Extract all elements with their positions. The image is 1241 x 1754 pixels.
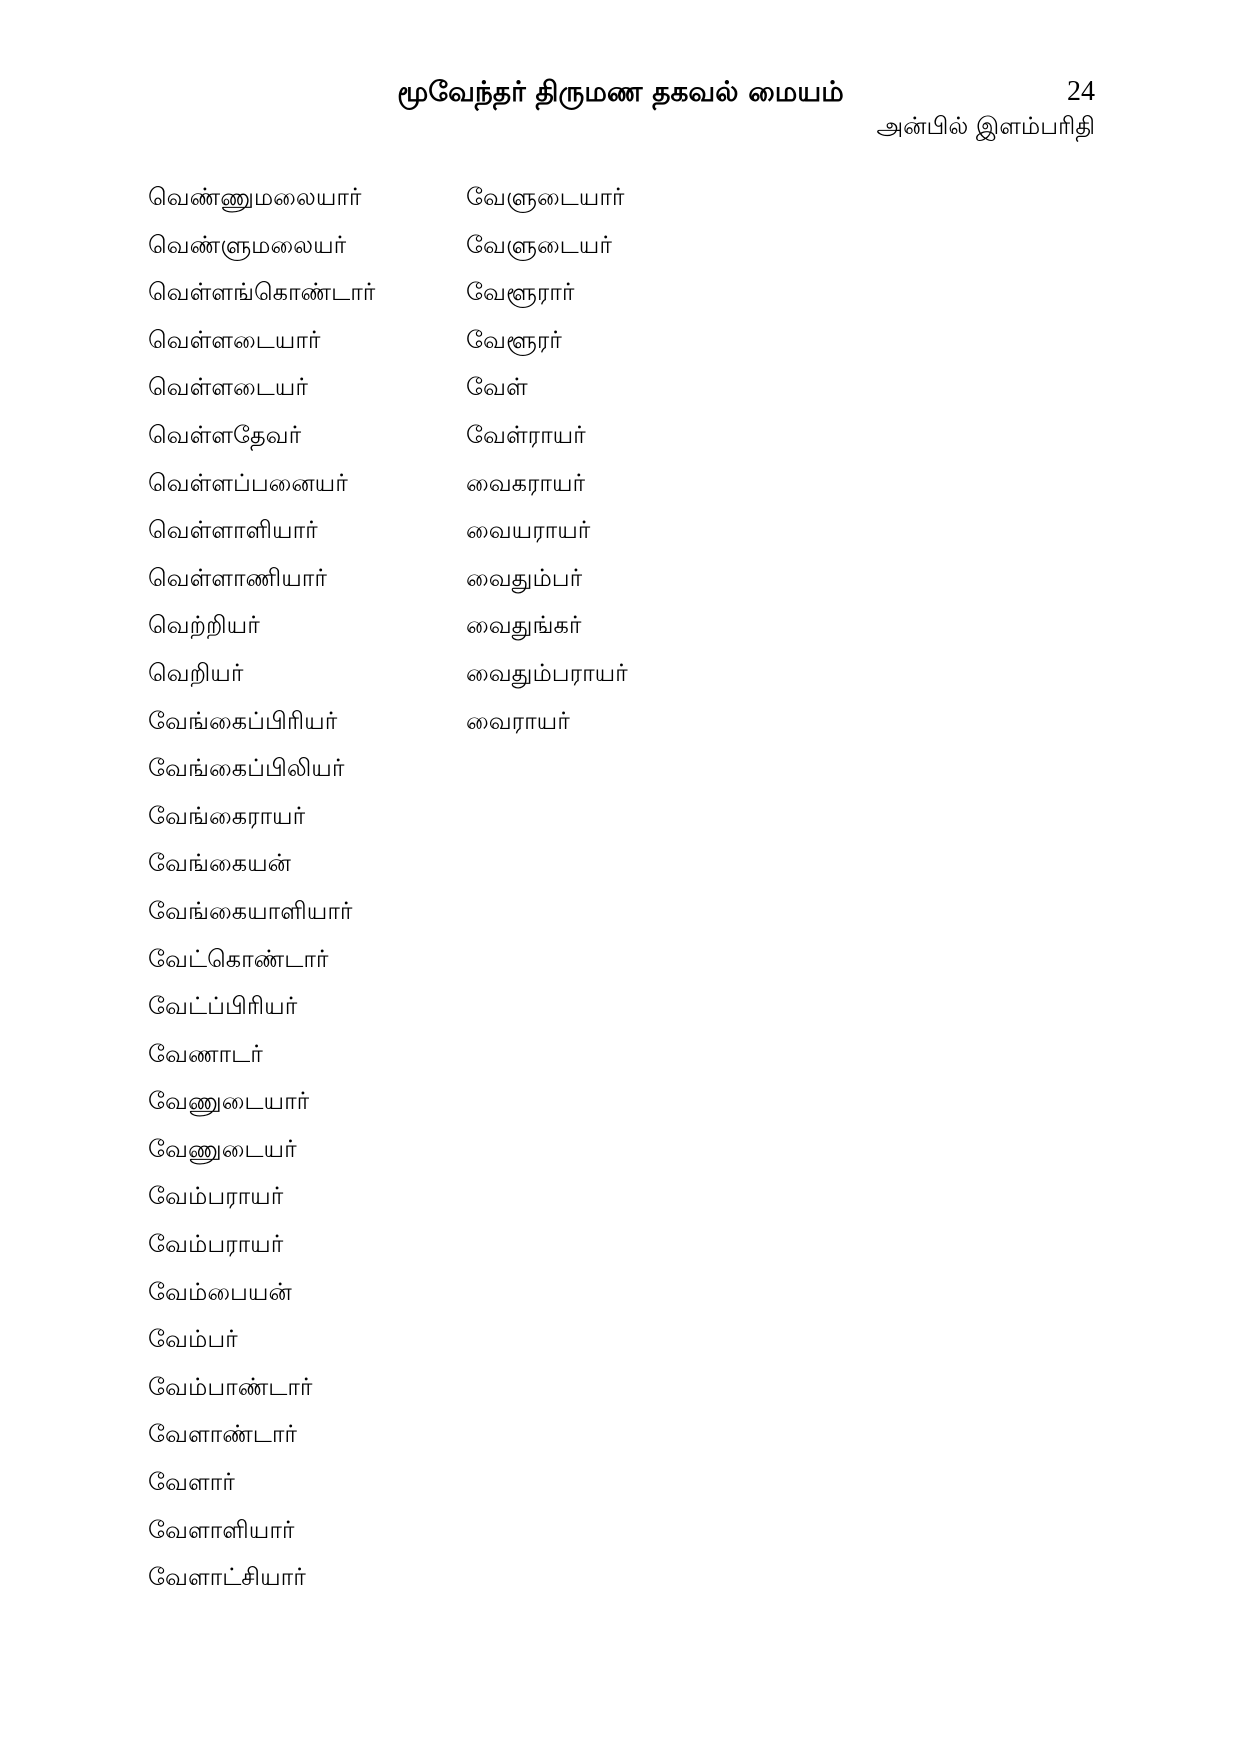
name-list-column-1 (148, 174, 375, 1602)
list-item: வேளூரர் (466, 325, 562, 354)
list-item: வெற்றியர் (148, 611, 260, 640)
list-item: வேணாடர் (148, 1039, 263, 1068)
list-item: வேணுடையார் (148, 1087, 310, 1116)
list-item: வேளூரார் (466, 278, 575, 307)
list-item: வெள்ளாளியார் (148, 516, 318, 545)
list-item: வேம்பையன் (148, 1277, 292, 1306)
list-item: வெள்ளடையார் (148, 325, 321, 354)
list-item: வெள்ளதேவர் (148, 420, 302, 449)
list-item: வெறியர் (148, 658, 244, 687)
name-list-column-2 (466, 174, 628, 745)
list-item: வெள்ளங்கொண்டார் (148, 278, 376, 307)
list-item: வேட்கொண்டார் (148, 944, 329, 973)
list-item: வையராயர் (466, 516, 591, 545)
list-item: வைதும்பராயர் (466, 658, 628, 687)
list-item: வேங்கைப்பிலியர் (148, 754, 345, 783)
author-name: அன்பில் இளம்பரிதி (876, 112, 1095, 140)
list-item: வெண்ளுமலையர் (148, 230, 347, 259)
list-item: வேங்கையன் (148, 849, 291, 878)
list-item: வைதுங்கர் (466, 611, 582, 640)
list-item: வேளார் (148, 1468, 235, 1497)
list-item: வேள் (466, 373, 528, 402)
list-item: வேளாட்சியார் (148, 1563, 306, 1592)
list-item: வேங்கையாளியார் (148, 896, 353, 925)
list-item: வெள்ளடையர் (148, 373, 308, 402)
list-item: வேம்பராயர் (148, 1182, 284, 1211)
list-item: வேளாண்டார் (148, 1420, 297, 1449)
list-item: வேம்பராயர் (148, 1230, 284, 1259)
list-item: வைகராயர் (466, 468, 586, 497)
page-title: மூவேந்தர் திருமண தகவல் மையம் (397, 75, 844, 108)
list-item: வேட்ப்பிரியர் (148, 992, 298, 1021)
list-item: வேங்கைராயர் (148, 801, 306, 830)
list-item: வைதும்பர் (466, 563, 583, 592)
list-item: வைராயர் (466, 706, 570, 735)
list-item: வேங்கைப்பிரியர் (148, 706, 338, 735)
list-item: வெண்ணுமலையார் (148, 183, 362, 211)
page-number: 24 (1067, 76, 1095, 107)
list-item: வேள்ராயர் (466, 420, 586, 449)
list-item: வெள்ளப்பனையர் (148, 468, 348, 497)
list-item: வேம்பர் (148, 1325, 238, 1354)
list-item: வெள்ளாணியார் (148, 563, 327, 592)
list-item: வேணுடையர் (148, 1134, 297, 1163)
list-item: வேளாளியார் (148, 1515, 295, 1544)
list-item: வேம்பாண்டார் (148, 1372, 313, 1401)
list-item: வேளுடையார் (466, 183, 625, 211)
list-item: வேளுடையர் (466, 230, 612, 259)
